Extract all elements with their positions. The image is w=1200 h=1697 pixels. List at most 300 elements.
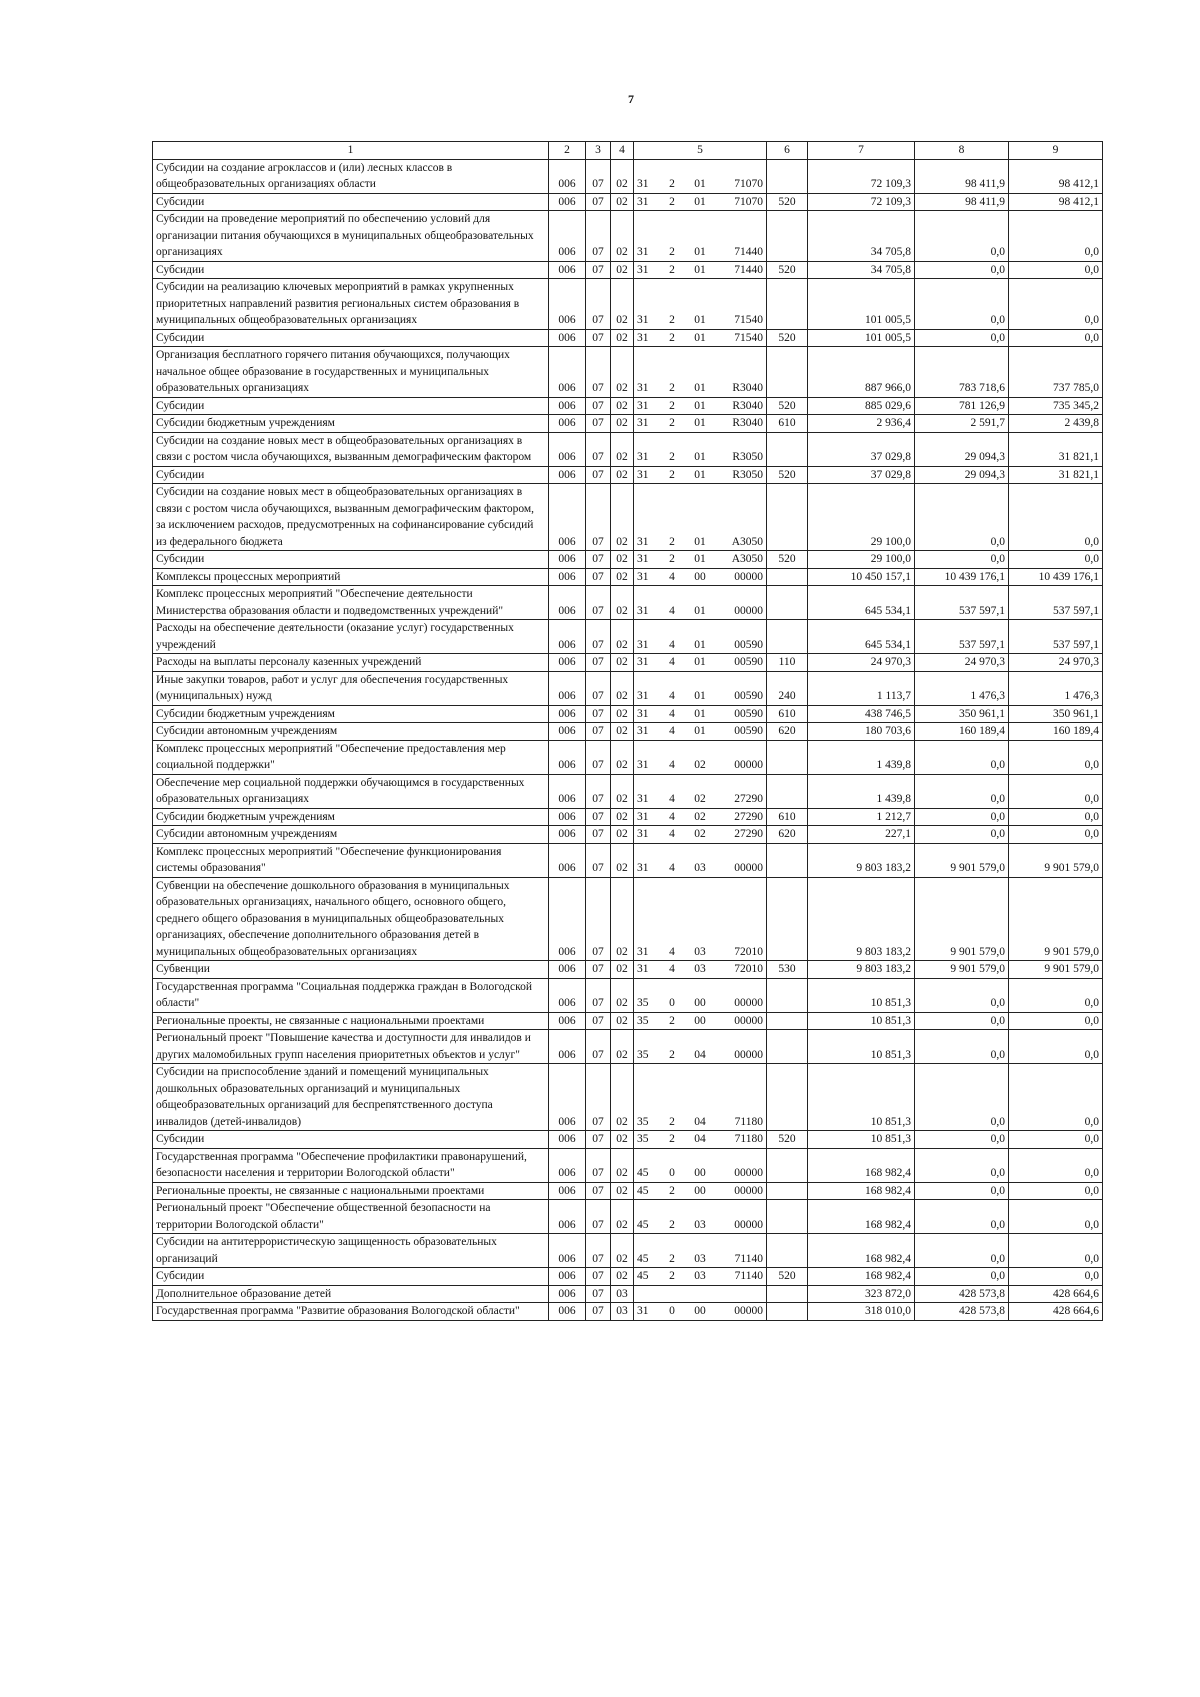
table-row <box>153 466 1103 484</box>
target-article-part: 4 <box>669 638 675 651</box>
expense-type <box>767 774 808 808</box>
target-article-part: 01 <box>694 468 706 481</box>
table-row <box>153 705 1103 723</box>
target-article-part: 00000 <box>734 862 763 874</box>
code-admin: 006 <box>549 1012 586 1030</box>
target-article-part: 31 <box>637 945 649 958</box>
target-article <box>634 1200 767 1234</box>
target-article-part: 71440 <box>734 246 763 258</box>
table-row <box>153 1148 1103 1182</box>
expense-type: 520 <box>767 329 808 347</box>
amount-year-1: 9 803 183,2 <box>808 961 915 979</box>
table-row <box>153 397 1103 415</box>
target-article-part: 71180 <box>734 1115 763 1128</box>
target-article-part: 35 <box>637 1048 649 1061</box>
target-article-part: 01 <box>694 725 706 737</box>
target-article-part: 00 <box>694 1184 706 1197</box>
target-article-part: 0 <box>669 997 675 1009</box>
code-admin: 006 <box>549 211 586 262</box>
target-article <box>634 671 767 705</box>
target-article-part: 31 <box>637 553 649 565</box>
code-section: 07 <box>586 671 611 705</box>
target-article-part: 00590 <box>734 725 763 737</box>
target-article-part: 31 <box>637 1305 649 1317</box>
code-admin: 006 <box>549 551 586 569</box>
amount-year-3: 9 901 579,0 <box>1009 843 1103 877</box>
amount-year-3: 24 970,3 <box>1009 654 1103 672</box>
target-article-part: 31 <box>637 707 649 720</box>
target-article-part: 00000 <box>734 1305 763 1317</box>
expense-type <box>767 620 808 654</box>
table-row <box>153 1268 1103 1286</box>
target-article-part: 00 <box>694 1305 706 1317</box>
code-subsection: 02 <box>611 808 634 826</box>
expense-type <box>767 1012 808 1030</box>
amount-year-3: 735 345,2 <box>1009 397 1103 415</box>
target-article-part: 01 <box>694 246 706 258</box>
target-article-part: 04 <box>694 1115 706 1128</box>
target-article <box>634 397 767 415</box>
target-article-part: 35 <box>637 1133 649 1145</box>
amount-year-2: 0,0 <box>915 808 1009 826</box>
row-name: Субсидии автономным учреждениям <box>153 826 549 844</box>
amount-year-3: 0,0 <box>1009 261 1103 279</box>
target-article-part: 31 <box>637 963 649 975</box>
table-row <box>153 159 1103 193</box>
target-article <box>634 843 767 877</box>
amount-year-1: 29 100,0 <box>808 551 915 569</box>
amount-year-2: 537 597,1 <box>915 586 1009 620</box>
code-section: 07 <box>586 877 611 961</box>
target-article-part: 00000 <box>734 759 763 771</box>
code-section: 07 <box>586 1148 611 1182</box>
target-article-part: 01 <box>694 638 706 651</box>
target-article <box>634 808 767 826</box>
code-subsection: 02 <box>611 415 634 433</box>
target-article-part: 00590 <box>734 656 763 668</box>
row-name: Государственная программа "Развитие образования Вологодской области" <box>153 1303 549 1321</box>
target-article-part: 4 <box>669 793 675 805</box>
amount-year-2: 0,0 <box>915 774 1009 808</box>
target-article-part: 01 <box>694 178 706 190</box>
code-section: 07 <box>586 808 611 826</box>
expense-type <box>767 877 808 961</box>
code-admin: 006 <box>549 1200 586 1234</box>
code-section: 07 <box>586 329 611 347</box>
target-article-part: 2 <box>669 1048 675 1061</box>
code-admin: 006 <box>549 1285 586 1303</box>
expense-type: 520 <box>767 1268 808 1286</box>
expense-type <box>767 1234 808 1268</box>
target-article <box>634 1285 767 1303</box>
target-article-part: 45 <box>637 1218 649 1231</box>
target-article-part: 71180 <box>734 1133 763 1145</box>
amount-year-3: 428 664,6 <box>1009 1285 1103 1303</box>
code-admin: 006 <box>549 843 586 877</box>
expense-type: 520 <box>767 466 808 484</box>
target-article <box>634 1234 767 1268</box>
target-article-part: 0 <box>669 1305 675 1317</box>
code-admin: 006 <box>549 1064 586 1131</box>
amount-year-2: 1 476,3 <box>915 671 1009 705</box>
code-subsection: 02 <box>611 397 634 415</box>
header-cell: 9 <box>1009 142 1103 160</box>
target-article <box>634 877 767 961</box>
amount-year-3: 9 901 579,0 <box>1009 877 1103 961</box>
target-article-part: 2 <box>669 1133 675 1145</box>
expense-type: 520 <box>767 193 808 211</box>
target-article-part: 31 <box>637 399 649 412</box>
code-section: 07 <box>586 961 611 979</box>
target-article <box>634 961 767 979</box>
amount-year-3: 0,0 <box>1009 211 1103 262</box>
amount-year-1: 24 970,3 <box>808 654 915 672</box>
code-section: 07 <box>586 551 611 569</box>
amount-year-1: 72 109,3 <box>808 193 915 211</box>
code-admin: 006 <box>549 347 586 398</box>
table-row <box>153 978 1103 1012</box>
target-article-part: 2 <box>669 246 675 258</box>
amount-year-3: 0,0 <box>1009 329 1103 347</box>
expense-type <box>767 740 808 774</box>
amount-year-3: 350 961,1 <box>1009 705 1103 723</box>
amount-year-2: 0,0 <box>915 261 1009 279</box>
code-section: 07 <box>586 279 611 330</box>
target-article-part: 03 <box>694 1252 706 1265</box>
target-article-part: 4 <box>669 828 675 840</box>
amount-year-3: 0,0 <box>1009 826 1103 844</box>
target-article-part: 2 <box>669 553 675 565</box>
amount-year-1: 227,1 <box>808 826 915 844</box>
code-section: 07 <box>586 826 611 844</box>
target-article-part: 45 <box>637 1252 649 1265</box>
row-name: Субвенции <box>153 961 549 979</box>
expense-type: 620 <box>767 826 808 844</box>
target-article-part: 31 <box>637 638 649 651</box>
amount-year-1: 1 113,7 <box>808 671 915 705</box>
target-article <box>634 432 767 466</box>
target-article-part: 4 <box>669 707 675 720</box>
target-article <box>634 1182 767 1200</box>
amount-year-3: 537 597,1 <box>1009 620 1103 654</box>
code-section: 07 <box>586 1268 611 1286</box>
table-row <box>153 415 1103 433</box>
code-section: 07 <box>586 723 611 741</box>
amount-year-2: 0,0 <box>915 1131 1009 1149</box>
amount-year-3: 0,0 <box>1009 1200 1103 1234</box>
amount-year-1: 885 029,6 <box>808 397 915 415</box>
row-name: Комплекс процессных мероприятий "Обеспечение деятельности Министерства образования области и подведомственных учреждений" <box>153 586 549 620</box>
target-article-part: 03 <box>694 963 706 975</box>
target-article <box>634 484 767 551</box>
target-article-part: 72010 <box>734 963 763 975</box>
target-article <box>634 261 767 279</box>
table-row <box>153 620 1103 654</box>
amount-year-1: 34 705,8 <box>808 211 915 262</box>
amount-year-1: 168 982,4 <box>808 1148 915 1182</box>
expense-type <box>767 978 808 1012</box>
row-name: Расходы на обеспечение деятельности (оказание услуг) государственных учреждений <box>153 620 549 654</box>
target-article-part: 31 <box>637 690 649 702</box>
table-row <box>153 740 1103 774</box>
row-name: Расходы на выплаты персоналу казенных учреждений <box>153 654 549 672</box>
header-cell: 5 <box>634 142 767 160</box>
amount-year-2: 0,0 <box>915 1148 1009 1182</box>
amount-year-1: 101 005,5 <box>808 329 915 347</box>
page-number: 7 <box>628 92 634 106</box>
target-article <box>634 1303 767 1321</box>
code-section: 07 <box>586 978 611 1012</box>
amount-year-2: 24 970,3 <box>915 654 1009 672</box>
amount-year-2: 783 718,6 <box>915 347 1009 398</box>
table-row <box>153 1303 1103 1321</box>
expense-type: 530 <box>767 961 808 979</box>
amount-year-2: 0,0 <box>915 279 1009 330</box>
target-article-part: 45 <box>637 1184 649 1197</box>
table-row <box>153 774 1103 808</box>
code-subsection: 02 <box>611 329 634 347</box>
amount-year-1: 180 703,6 <box>808 723 915 741</box>
code-subsection: 02 <box>611 620 634 654</box>
target-article-part: 27290 <box>734 793 763 805</box>
target-article-part: 71140 <box>734 1252 763 1265</box>
expense-type: 520 <box>767 261 808 279</box>
expense-type: 520 <box>767 397 808 415</box>
amount-year-3: 9 901 579,0 <box>1009 961 1103 979</box>
row-name: Комплекс процессных мероприятий "Обеспечение функционирования системы образования" <box>153 843 549 877</box>
code-section: 07 <box>586 261 611 279</box>
amount-year-1: 10 450 157,1 <box>808 568 915 586</box>
target-article-part: 31 <box>637 810 649 823</box>
amount-year-2: 781 126,9 <box>915 397 1009 415</box>
target-article-part: 2 <box>669 1252 675 1265</box>
target-article-part: 00 <box>694 1014 706 1027</box>
code-subsection: 02 <box>611 193 634 211</box>
code-section: 07 <box>586 466 611 484</box>
target-article-part: 00000 <box>734 1167 763 1179</box>
amount-year-2: 0,0 <box>915 1234 1009 1268</box>
code-section: 07 <box>586 397 611 415</box>
target-article-part: R3040 <box>732 417 763 429</box>
target-article <box>634 978 767 1012</box>
code-subsection: 02 <box>611 1148 634 1182</box>
row-name: Обеспечение мер социальной поддержки обучающимся в государственных образовательных организациях <box>153 774 549 808</box>
target-article <box>634 347 767 398</box>
code-admin: 006 <box>549 620 586 654</box>
amount-year-3: 0,0 <box>1009 1268 1103 1286</box>
code-subsection: 02 <box>611 671 634 705</box>
table-row <box>153 1012 1103 1030</box>
table-row <box>153 961 1103 979</box>
amount-year-1: 2 936,4 <box>808 415 915 433</box>
header-cell: 6 <box>767 142 808 160</box>
code-subsection: 02 <box>611 877 634 961</box>
target-article-part: 01 <box>694 195 706 208</box>
table-row <box>153 279 1103 330</box>
amount-year-1: 10 851,3 <box>808 1030 915 1064</box>
target-article-part: 4 <box>669 604 675 617</box>
expense-type: 240 <box>767 671 808 705</box>
amount-year-3: 0,0 <box>1009 484 1103 551</box>
amount-year-2: 0,0 <box>915 329 1009 347</box>
table-row <box>153 484 1103 551</box>
target-article-part: 31 <box>637 451 649 463</box>
amount-year-2: 9 901 579,0 <box>915 877 1009 961</box>
code-subsection: 02 <box>611 484 634 551</box>
amount-year-3: 98 412,1 <box>1009 159 1103 193</box>
amount-year-1: 10 851,3 <box>808 978 915 1012</box>
target-article-part: 01 <box>694 690 706 702</box>
amount-year-3: 0,0 <box>1009 978 1103 1012</box>
code-admin: 006 <box>549 808 586 826</box>
target-article-part: 4 <box>669 759 675 771</box>
target-article-part: 00 <box>694 997 706 1009</box>
target-article-part: 2 <box>669 195 675 208</box>
code-section: 07 <box>586 432 611 466</box>
target-article-part: 2 <box>669 1115 675 1128</box>
expense-type <box>767 843 808 877</box>
header-cell: 8 <box>915 142 1009 160</box>
row-name: Субвенции на обеспечение дошкольного образования в муниципальных образовательных организациях, начального общего, основного общего, среднего общего образования в муниципальных общеобразовательных организациях, обеспечение дополнительного образования детей в муниципальных общеобразовательных организациях <box>153 877 549 961</box>
target-article-part: 04 <box>694 1048 706 1061</box>
expense-type <box>767 484 808 551</box>
expense-type <box>767 159 808 193</box>
amount-year-2: 2 591,7 <box>915 415 1009 433</box>
code-subsection: 02 <box>611 551 634 569</box>
amount-year-2: 350 961,1 <box>915 705 1009 723</box>
target-article-part: 31 <box>637 862 649 874</box>
amount-year-1: 37 029,8 <box>808 466 915 484</box>
amount-year-3: 0,0 <box>1009 551 1103 569</box>
amount-year-2: 0,0 <box>915 1030 1009 1064</box>
expense-type <box>767 347 808 398</box>
table-row <box>153 1182 1103 1200</box>
target-article-part: 00590 <box>734 707 763 720</box>
code-admin: 006 <box>549 432 586 466</box>
code-section: 07 <box>586 843 611 877</box>
header-cell: 3 <box>586 142 611 160</box>
target-article-part: 71070 <box>734 178 763 190</box>
code-subsection: 02 <box>611 826 634 844</box>
amount-year-1: 645 534,1 <box>808 620 915 654</box>
table-row <box>153 1200 1103 1234</box>
target-article-part: 01 <box>694 604 706 617</box>
target-article <box>634 586 767 620</box>
budget-table <box>152 141 1103 1321</box>
expense-type <box>767 279 808 330</box>
target-article-part: 2 <box>669 263 675 276</box>
row-name: Государственная программа "Обеспечение профилактики правонарушений, безопасности населения и территории Вологодской области" <box>153 1148 549 1182</box>
amount-year-3: 0,0 <box>1009 774 1103 808</box>
code-admin: 006 <box>549 159 586 193</box>
target-article-part: 4 <box>669 945 675 958</box>
amount-year-3: 0,0 <box>1009 1131 1103 1149</box>
table-row <box>153 211 1103 262</box>
code-section: 07 <box>586 740 611 774</box>
amount-year-2: 0,0 <box>915 1200 1009 1234</box>
target-article-part: 31 <box>637 793 649 805</box>
amount-year-3: 0,0 <box>1009 740 1103 774</box>
code-admin: 006 <box>549 877 586 961</box>
code-subsection: 02 <box>611 347 634 398</box>
target-article-part: 35 <box>637 1115 649 1128</box>
amount-year-2: 9 901 579,0 <box>915 961 1009 979</box>
code-admin: 006 <box>549 1182 586 1200</box>
target-article <box>634 705 767 723</box>
amount-year-3: 0,0 <box>1009 1064 1103 1131</box>
target-article-part: 02 <box>694 810 706 823</box>
code-section: 07 <box>586 484 611 551</box>
code-section: 07 <box>586 586 611 620</box>
code-subsection: 03 <box>611 1303 634 1321</box>
amount-year-1: 9 803 183,2 <box>808 843 915 877</box>
expense-type: 610 <box>767 705 808 723</box>
target-article-part: R3050 <box>732 468 763 481</box>
target-article <box>634 466 767 484</box>
code-subsection: 02 <box>611 961 634 979</box>
table-row <box>153 723 1103 741</box>
header-row <box>153 142 1103 160</box>
amount-year-3: 31 821,1 <box>1009 432 1103 466</box>
code-subsection: 02 <box>611 843 634 877</box>
code-admin: 006 <box>549 466 586 484</box>
code-admin: 006 <box>549 279 586 330</box>
row-name: Дополнительное образование детей <box>153 1285 549 1303</box>
target-article-part: 31 <box>637 178 649 190</box>
header-cell: 7 <box>808 142 915 160</box>
target-article-part: 31 <box>637 725 649 737</box>
code-subsection: 02 <box>611 705 634 723</box>
target-article-part: 01 <box>694 707 706 720</box>
target-article-part: 01 <box>694 451 706 463</box>
expense-type <box>767 1030 808 1064</box>
target-article-part: 00000 <box>734 997 763 1009</box>
target-article <box>634 159 767 193</box>
target-article-part: 02 <box>694 793 706 805</box>
target-article-part: 4 <box>669 725 675 737</box>
amount-year-2: 0,0 <box>915 484 1009 551</box>
target-article <box>634 1030 767 1064</box>
code-section: 07 <box>586 211 611 262</box>
target-article-part: 4 <box>669 690 675 702</box>
expense-type <box>767 586 808 620</box>
amount-year-2: 29 094,3 <box>915 432 1009 466</box>
amount-year-1: 10 851,3 <box>808 1012 915 1030</box>
code-subsection: 03 <box>611 1285 634 1303</box>
target-article <box>634 551 767 569</box>
code-subsection: 02 <box>611 1012 634 1030</box>
code-section: 07 <box>586 1303 611 1321</box>
code-admin: 006 <box>549 1148 586 1182</box>
target-article-part: 00 <box>694 1167 706 1179</box>
target-article-part: 27290 <box>734 810 763 823</box>
target-article-part: 31 <box>637 656 649 668</box>
target-article-part: 31 <box>637 246 649 258</box>
row-name: Субсидии <box>153 1268 549 1286</box>
amount-year-1: 10 851,3 <box>808 1131 915 1149</box>
target-article-part: 31 <box>637 382 649 394</box>
row-name: Субсидии <box>153 1131 549 1149</box>
target-article <box>634 1012 767 1030</box>
table-row <box>153 193 1103 211</box>
row-name: Субсидии на создание новых мест в общеобразовательных организациях в связи с ростом числа обучающихся, вызванным демографическим фактором <box>153 432 549 466</box>
target-article-part: 2 <box>669 1218 675 1231</box>
expense-type: 610 <box>767 415 808 433</box>
amount-year-2: 428 573,8 <box>915 1303 1009 1321</box>
expense-type <box>767 1182 808 1200</box>
target-article-part: 71440 <box>734 263 763 276</box>
code-admin: 006 <box>549 484 586 551</box>
